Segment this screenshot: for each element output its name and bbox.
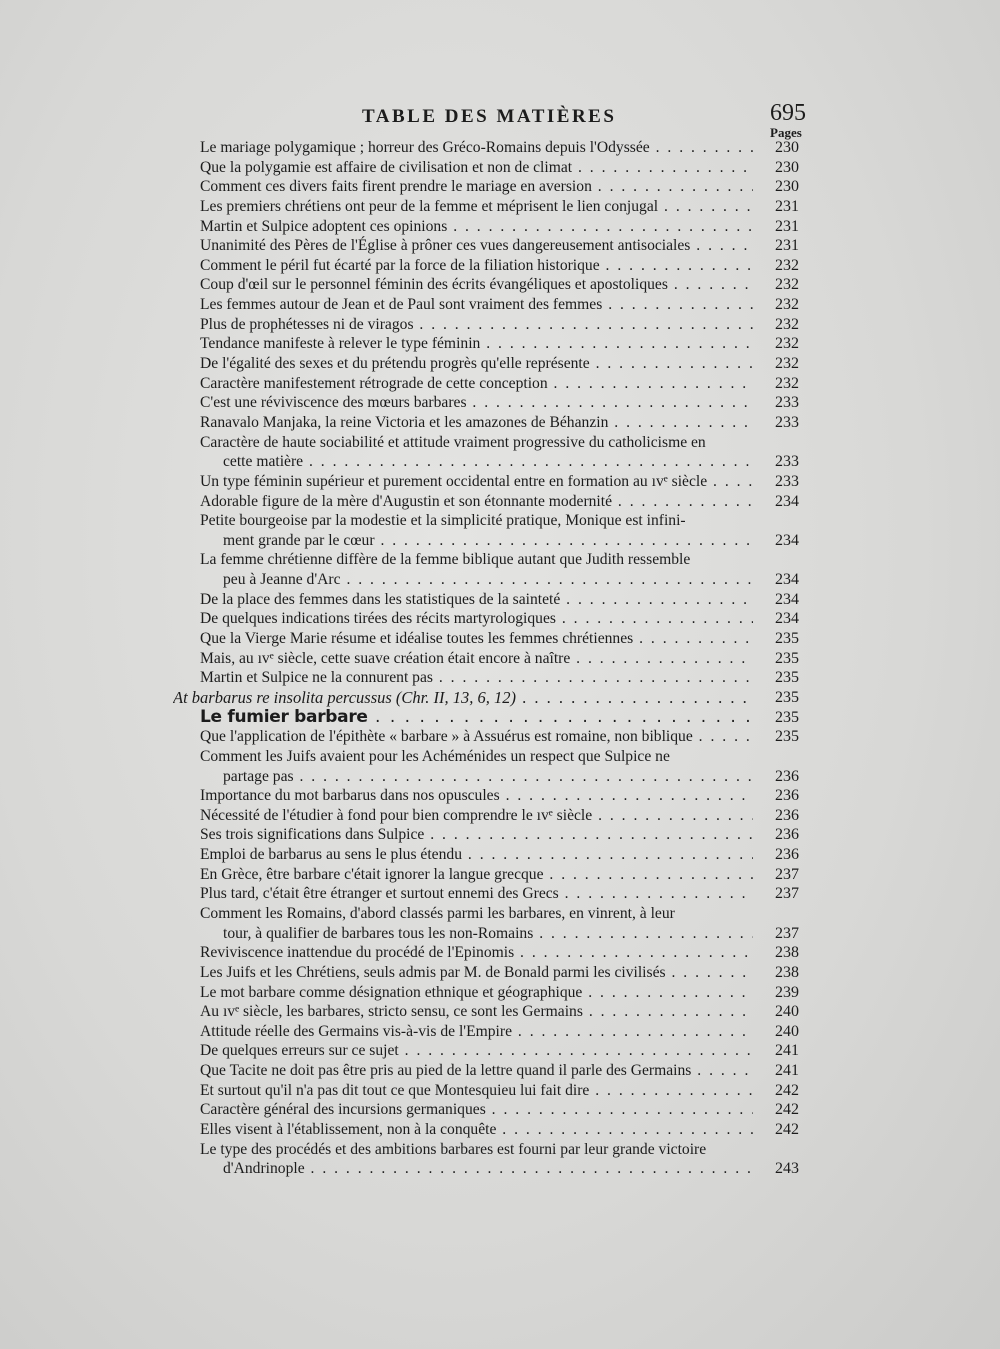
toc-entry-page: 232 — [775, 355, 799, 373]
toc-entry-text: De la place des femmes dans les statistiques de la sainteté . . . — [200, 590, 753, 610]
toc-entry-text: De quelques indications tirées des récits martyrologiques . . . — [200, 609, 753, 629]
toc-entry-text: Au ıvᵉ siècle, les barbares, stricto sensu, ce sont les Germains . . . — [200, 1002, 753, 1022]
toc-entry-page: 235 — [775, 669, 799, 687]
toc-entry-text: d'Andrinople . . . — [223, 1159, 753, 1179]
toc-row — [0, 354, 1000, 374]
toc-row — [0, 943, 1000, 963]
toc-entry-text: Martin et Sulpice ne la connurent pas . . . — [200, 668, 753, 688]
toc-entry-text: De l'égalité des sexes et du prétendu progrès qu'elle représente . . . — [200, 354, 753, 374]
toc-entry-text: La femme chrétienne diffère de la femme biblique autant que Judith ressemble — [200, 551, 691, 569]
toc-entry-page: 241 — [775, 1042, 799, 1060]
toc-entry-page: 230 — [775, 158, 799, 176]
toc-row — [0, 138, 1000, 158]
toc-row — [0, 570, 1000, 590]
toc-entry-page: 242 — [775, 1121, 799, 1139]
toc-row — [0, 550, 1000, 570]
toc-entry-text: Ranavalo Manjaka, la reine Victoria et les amazones de Béhanzin . . . — [200, 413, 753, 433]
toc-row — [0, 217, 1000, 237]
toc-row — [0, 531, 1000, 551]
toc-row — [0, 452, 1000, 472]
toc-row — [0, 629, 1000, 649]
toc-entry-text: Martin et Sulpice adoptent ces opinions . . . — [200, 217, 753, 237]
toc-entry-page: 232 — [775, 276, 799, 294]
toc-row — [0, 590, 1000, 610]
toc-row — [0, 609, 1000, 629]
toc-entry-text: ment grande par le cœur . . . — [223, 531, 753, 551]
toc-entry-text: Emploi de barbarus au sens le plus étendu . . . — [200, 845, 753, 865]
toc-entry-page: 234 — [775, 492, 799, 510]
toc-entry-text: Le mariage polygamique ; horreur des Gréco-Romains depuis l'Odyssée . . . — [200, 138, 753, 158]
table-of-contents — [0, 138, 1000, 1179]
toc-entry-page: 231 — [775, 217, 799, 235]
toc-entry-page: 240 — [775, 1003, 799, 1021]
toc-row — [0, 1159, 1000, 1179]
toc-entry-page: 232 — [775, 296, 799, 314]
toc-row — [0, 1002, 1000, 1022]
toc-row — [0, 158, 1000, 178]
toc-entry-page: 230 — [775, 139, 799, 156]
toc-entry-page: 231 — [775, 197, 799, 215]
toc-row — [0, 315, 1000, 335]
toc-entry-text: At barbarus re insolita percussus (Chr. II, 13, 6, 12) . . . — [173, 688, 753, 708]
toc-row — [0, 1041, 1000, 1061]
toc-entry-text: Les Juifs et les Chrétiens, seuls admis par M. de Bonald parmi les civilisés . . . — [200, 963, 753, 983]
toc-entry-text: Que la polygamie est affaire de civilisation et non de climat . . . — [200, 158, 753, 178]
page-number: 695 — [770, 100, 806, 126]
toc-entry-text: Que l'application de l'épithète « barbare » à Assuérus est romaine, non biblique . . . — [200, 727, 753, 747]
toc-row — [0, 983, 1000, 1003]
toc-entry-text: Que Tacite ne doit pas être pris au pied de la lettre quand il parle des Germains . . . — [200, 1061, 753, 1081]
toc-entry-page: 235 — [775, 649, 799, 667]
toc-entry-text: Comment les Juifs avaient pour les Achéménides un respect que Sulpice ne — [200, 747, 670, 765]
toc-entry-page: 235 — [775, 708, 799, 726]
toc-row — [0, 413, 1000, 433]
toc-entry-text: Que la Vierge Marie résume et idéalise toutes les femmes chrétiennes . . . — [200, 629, 753, 649]
toc-entry-page: 231 — [775, 237, 799, 255]
toc-entry-text: Comment le péril fut écarté par la force de la filiation historique . . . — [200, 256, 753, 276]
toc-row — [0, 334, 1000, 354]
toc-row — [0, 924, 1000, 944]
toc-entry-page: 232 — [775, 315, 799, 333]
toc-entry-page: 243 — [775, 1160, 799, 1178]
toc-entry-page: 236 — [775, 767, 799, 785]
toc-row — [0, 256, 1000, 276]
toc-row — [0, 393, 1000, 413]
toc-row — [0, 511, 1000, 531]
toc-entry-text: En Grèce, être barbare c'était ignorer la langue grecque . . . — [200, 865, 753, 885]
toc-row — [0, 708, 1000, 728]
toc-entry-text: Reviviscence inattendue du procédé de l'Epinomis . . . — [200, 943, 753, 963]
toc-entry-page: 237 — [775, 865, 799, 883]
toc-row — [0, 649, 1000, 669]
toc-entry-text: Caractère général des incursions germaniques . . . — [200, 1100, 753, 1120]
toc-entry-page: 234 — [775, 610, 799, 628]
toc-entry-text: Elles visent à l'établissement, non à la conquête . . . — [200, 1120, 753, 1140]
toc-row — [0, 492, 1000, 512]
toc-entry-page: 238 — [775, 963, 799, 981]
toc-entry-page: 236 — [775, 787, 799, 805]
toc-entry-text: Caractère de haute sociabilité et attitude vraiment progressive du catholicisme en — [200, 433, 706, 451]
toc-entry-text: Plus de prophétesses ni de viragos . . . — [200, 315, 753, 335]
toc-entry-text: Nécessité de l'étudier à fond pour bien comprendre le ıvᵉ siècle . . . — [200, 806, 753, 826]
toc-entry-page: 237 — [775, 924, 799, 942]
toc-entry-page: 230 — [775, 178, 799, 196]
toc-entry-text: Unanimité des Pères de l'Église à prôner ces vues dangereusement antisociales . . . — [200, 236, 753, 256]
toc-entry-text: cette matière . . . — [223, 452, 753, 472]
toc-entry-text: Coup d'œil sur le personnel féminin des écrits évangéliques et apostoliques . . . — [200, 275, 753, 295]
toc-row — [0, 275, 1000, 295]
toc-row — [0, 963, 1000, 983]
toc-row — [0, 806, 1000, 826]
toc-entry-text: C'est une réviviscence des mœurs barbares . . . — [200, 393, 753, 413]
toc-entry-text: Plus tard, c'était être étranger et surtout ennemi des Grecs . . . — [200, 884, 753, 904]
toc-entry-page: 232 — [775, 256, 799, 274]
toc-row — [0, 236, 1000, 256]
toc-row — [0, 668, 1000, 688]
toc-row — [0, 1140, 1000, 1160]
toc-entry-page: 238 — [775, 944, 799, 962]
toc-entry-text: Mais, au ıvᵉ siècle, cette suave création était encore à naître . . . — [200, 649, 753, 669]
toc-entry-text: peu à Jeanne d'Arc . . . — [223, 570, 753, 590]
toc-entry-page: 236 — [775, 806, 799, 824]
toc-entry-page: 236 — [775, 846, 799, 864]
pages-column-label: Pages — [770, 125, 802, 140]
toc-entry-text: Le fumier barbare . . . — [200, 708, 753, 728]
toc-entry-text: partage pas . . . — [223, 767, 753, 787]
toc-row — [0, 767, 1000, 787]
toc-entry-page: 234 — [775, 590, 799, 608]
toc-row — [0, 1100, 1000, 1120]
toc-entry-text: Adorable figure de la mère d'Augustin et son étonnante modernité . . . — [200, 492, 753, 512]
toc-row — [0, 472, 1000, 492]
page-title: TABLE DES MATIÈRES — [362, 106, 617, 127]
toc-entry-text: Les premiers chrétiens ont peur de la femme et méprisent le lien conjugal . . . — [200, 197, 753, 217]
toc-row — [0, 295, 1000, 315]
toc-row — [0, 825, 1000, 845]
toc-entry-page: 235 — [775, 630, 799, 648]
toc-entry-page: 233 — [775, 472, 799, 490]
toc-entry-page: 233 — [775, 453, 799, 471]
toc-entry-text: De quelques erreurs sur ce sujet . . . — [200, 1041, 753, 1061]
toc-entry-page: 235 — [775, 728, 799, 746]
toc-entry-page: 241 — [775, 1062, 799, 1080]
toc-entry-text: Comment ces divers faits firent prendre le mariage en aversion . . . — [200, 177, 753, 197]
toc-row — [0, 786, 1000, 806]
toc-row — [0, 884, 1000, 904]
toc-entry-page: 242 — [775, 1101, 799, 1119]
toc-row — [0, 1081, 1000, 1101]
toc-entry-page: 239 — [775, 983, 799, 1001]
toc-entry-page: 242 — [775, 1081, 799, 1099]
toc-entry-text: Un type féminin supérieur et purement occidental entre en formation au ıvᵉ siècle . . . — [200, 472, 753, 492]
toc-row — [0, 727, 1000, 747]
toc-entry-text: Caractère manifestement rétrograde de cette conception . . . — [200, 374, 753, 394]
toc-entry-page: 234 — [775, 531, 799, 549]
toc-row — [0, 177, 1000, 197]
toc-row — [0, 197, 1000, 217]
toc-entry-text: Comment les Romains, d'abord classés parmi les barbares, en vinrent, à leur — [200, 904, 675, 922]
toc-row — [0, 433, 1000, 453]
toc-entry-page: 235 — [775, 688, 799, 706]
toc-entry-page: 240 — [775, 1022, 799, 1040]
toc-entry-page: 232 — [775, 374, 799, 392]
toc-row — [0, 845, 1000, 865]
toc-row — [0, 1022, 1000, 1042]
toc-entry-page: 234 — [775, 571, 799, 589]
toc-row — [0, 747, 1000, 767]
toc-entry-text: Importance du mot barbarus dans nos opuscules . . . — [200, 786, 753, 806]
toc-entry-text: Le mot barbare comme désignation ethnique et géographique . . . — [200, 983, 753, 1003]
toc-entry-text: Et surtout qu'il n'a pas dit tout ce que Montesquieu lui fait dire . . . — [200, 1081, 753, 1101]
toc-row — [0, 904, 1000, 924]
toc-entry-page: 232 — [775, 335, 799, 353]
toc-entry-page: 237 — [775, 885, 799, 903]
toc-row — [0, 1120, 1000, 1140]
toc-entry-text: Tendance manifeste à relever le type féminin . . . — [200, 334, 753, 354]
toc-entry-text: Attitude réelle des Germains vis-à-vis de l'Empire . . . — [200, 1022, 753, 1042]
toc-row — [0, 865, 1000, 885]
toc-entry-text: Petite bourgeoise par la modestie et la simplicité pratique, Monique est infini- — [200, 512, 686, 530]
toc-entry-text: tour, à qualifier de barbares tous les non-Romains . . . — [223, 924, 753, 944]
toc-entry-page: 233 — [775, 413, 799, 431]
toc-row — [0, 688, 1000, 708]
toc-entry-text: Les femmes autour de Jean et de Paul sont vraiment des femmes . . . — [200, 295, 753, 315]
toc-row — [0, 374, 1000, 394]
toc-entry-text: Le type des procédés et des ambitions barbares est fourni par leur grande victoire — [200, 1140, 707, 1158]
toc-entry-page: 233 — [775, 394, 799, 412]
toc-row — [0, 1061, 1000, 1081]
toc-entry-text: Ses trois significations dans Sulpice . . . — [200, 825, 753, 845]
toc-entry-page: 236 — [775, 826, 799, 844]
